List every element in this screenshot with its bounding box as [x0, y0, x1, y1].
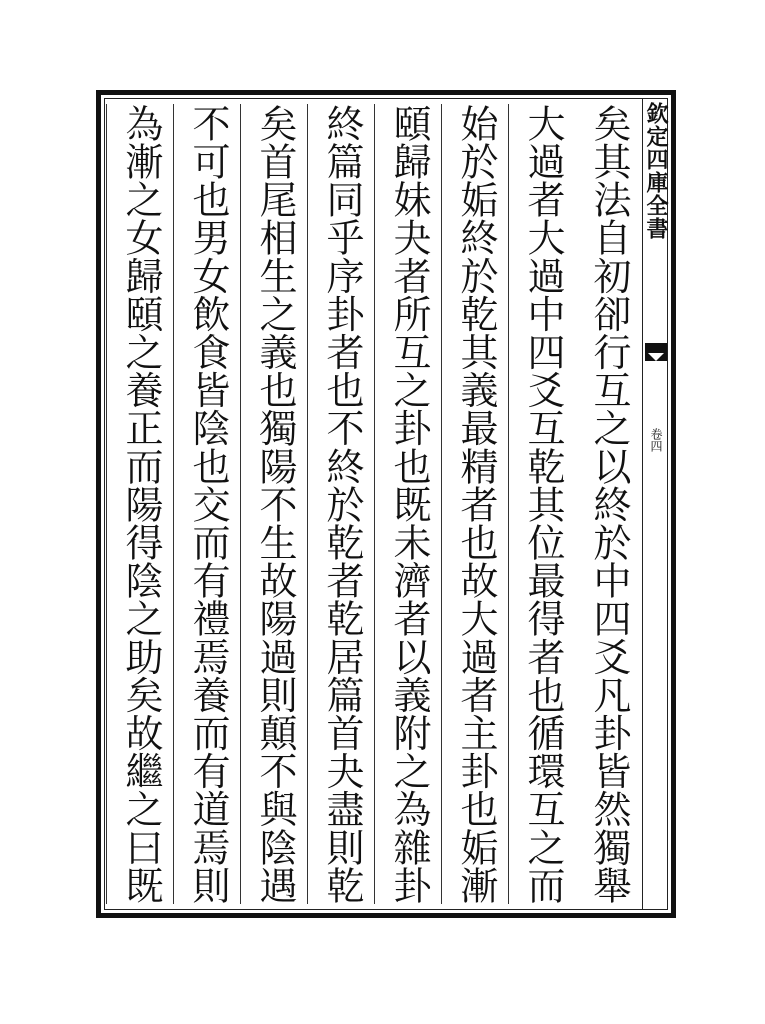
text-column [441, 104, 508, 904]
column-text: 矣其法自初卻行互之以終於中四爻凡卦皆然獨舉 [587, 104, 631, 904]
text-column [240, 104, 307, 904]
column-text: 頤歸妹夬者所互之卦也既未濟者以義附之為雜卦 [387, 104, 431, 904]
text-area [104, 98, 642, 910]
text-column [374, 104, 441, 904]
column-text: 終篇同乎序卦者也不終於乾者乾居篇首夬盡則乾 [320, 104, 364, 904]
collection-title: 欽定四庫全書 [643, 102, 669, 240]
fish-tail-mark [645, 343, 667, 361]
column-text: 始於姤終於乾其義最精者也故大過者主卦也姤漸 [454, 104, 498, 904]
text-column [307, 104, 374, 904]
text-column [575, 104, 642, 904]
page-frame [96, 90, 676, 918]
text-column [173, 104, 240, 904]
text-column [106, 104, 173, 904]
text-column [508, 104, 575, 904]
column-text: 為漸之女歸頤之養正而陽得陰之助矣故繼之曰既 [119, 104, 163, 904]
column-text: 大過者大過中四爻互乾其位最得者也循環互之而 [521, 104, 565, 904]
side-margin-strip [642, 98, 669, 910]
juan-label: 卷四 [649, 428, 663, 452]
column-text: 不可也男女飲食皆陰也交而有禮焉養而有道焉則 [186, 104, 230, 904]
column-text: 矣首尾相生之義也獨陽不生故陽過則顛不與陰遇 [253, 104, 297, 904]
